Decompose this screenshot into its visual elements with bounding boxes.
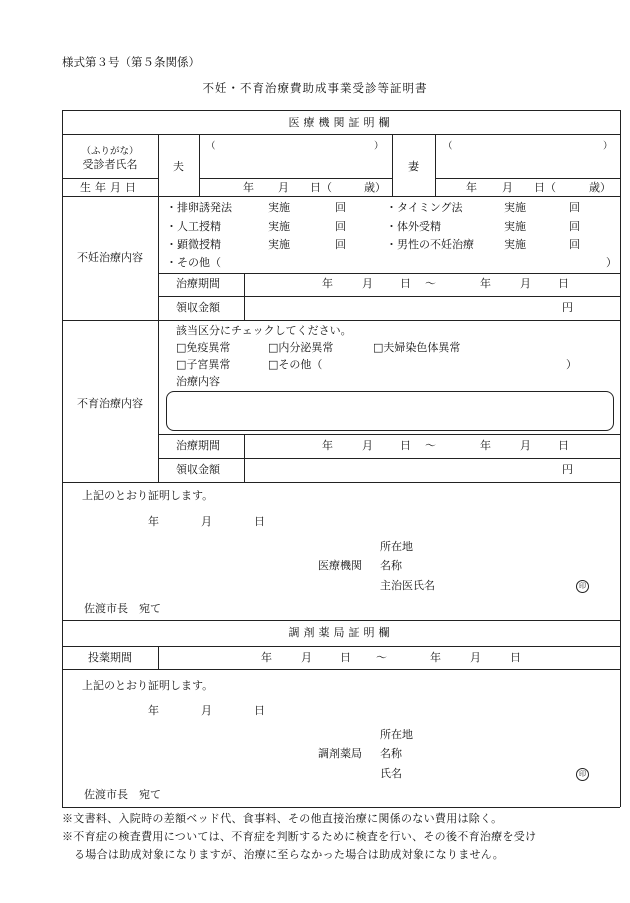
infertility-period-field[interactable] <box>245 274 619 295</box>
medical-name-label: 名称 <box>380 559 402 572</box>
check-chromosome-abnormality[interactable]: □夫婦染色体異常 <box>373 341 461 354</box>
check-instruction: 該当区分にチェックしてください。 <box>176 324 352 337</box>
medical-institution-label: 医療機関 <box>318 559 362 572</box>
medication-period-label: 投薬期間 <box>88 651 132 664</box>
table-border-bottom <box>62 807 620 808</box>
medical-certify-text: 上記のとおり証明します。 <box>82 489 214 502</box>
infertility-amount-label: 領収金額 <box>176 301 220 314</box>
wife-birthdate-field[interactable] <box>436 179 619 195</box>
pharmacy-label: 調剤薬局 <box>318 747 362 760</box>
wife-label: 妻 <box>408 160 419 173</box>
check-uterine-abnormality[interactable]: □子宮異常 <box>176 358 231 371</box>
medication-period-field[interactable] <box>159 647 619 668</box>
attending-doctor-label: 主治医氏名 <box>380 579 435 592</box>
treatment-timing-method: ・タイミング法 <box>386 201 463 214</box>
treatment-other: ・その他（ <box>166 256 221 269</box>
table-border-right <box>620 110 621 807</box>
birthdate-label: 生年月日 <box>80 181 140 194</box>
treatment-content-label: 治療内容 <box>176 375 220 388</box>
treatment-other-field[interactable] <box>236 256 602 271</box>
pharmacy-section-title: 調剤薬局証明欄 <box>288 626 394 639</box>
pharmacist-name-label: 氏名 <box>380 767 402 780</box>
medical-section-title: 医療機関証明欄 <box>288 116 394 129</box>
treatment-artificial-insemination: ・人工授精 <box>166 220 221 233</box>
pharmacy-addressee: 佐渡市長 宛て <box>84 788 161 801</box>
treatment-male-infertility: ・男性の不妊治療 <box>386 238 474 251</box>
treatment-content-field[interactable] <box>166 391 614 431</box>
form-number: 様式第３号（第５条関係） <box>62 55 200 69</box>
medical-seal-mark: 印 <box>576 580 589 593</box>
treatment-ovulation-induction: ・排卵誘発法 <box>166 201 232 214</box>
treatment-microinsemination: ・顕微授精 <box>166 238 221 251</box>
pharmacy-seal-mark: 印 <box>576 768 589 781</box>
footnote-test-costs-line1: ※不育症の検査費用については、不育症を判断するために検査を行い、その後不育治療を受け <box>62 830 537 843</box>
husband-label: 夫 <box>173 160 184 173</box>
infertility-treatment-label: 不妊治療内容 <box>77 251 143 264</box>
medical-addressee: 佐渡市長 宛て <box>84 602 161 615</box>
table-border-top <box>62 110 620 111</box>
medical-address-label: 所在地 <box>380 540 413 553</box>
check-immune-abnormality[interactable]: □免疫異常 <box>176 341 231 354</box>
check-endocrine-abnormality[interactable]: □内分泌異常 <box>268 341 334 354</box>
medical-certify-date-field[interactable] <box>100 512 270 530</box>
table-border-left <box>62 110 63 807</box>
pharmacy-address-label: 所在地 <box>380 728 413 741</box>
infertility-amount-field[interactable] <box>245 297 555 319</box>
wife-furigana-close: ） <box>603 141 613 152</box>
patient-name-label: 受診者氏名 <box>82 158 138 171</box>
pharmacy-certify-text: 上記のとおり証明します。 <box>82 679 214 692</box>
treatment-ivf: ・体外受精 <box>386 220 441 233</box>
recurrent-amount-field[interactable] <box>245 459 555 481</box>
footnote-excluded-costs: ※文書料、入院時の差額ベッド代、食事料、その他直接治療に関係のない費用は除く。 <box>62 812 503 825</box>
recurrent-period-field[interactable] <box>245 435 619 457</box>
furigana-label: （ふりがな） <box>81 146 139 157</box>
wife-furigana-open: （ <box>443 141 453 152</box>
pharmacy-certify-date-field[interactable] <box>100 701 270 719</box>
footnote-test-costs-line2: る場合は助成対象になりますが、治療に至らなかった場合は助成対象になりません。 <box>74 848 505 861</box>
pharmacy-name-label: 名称 <box>380 747 402 760</box>
husband-furigana-close: ） <box>374 141 384 152</box>
recurrent-amount-label: 領収金額 <box>176 463 220 476</box>
infertility-period-label: 治療期間 <box>176 277 220 290</box>
recurrent-treatment-label: 不育治療内容 <box>77 397 143 410</box>
husband-name-field[interactable] <box>210 152 372 174</box>
husband-furigana-open: （ <box>206 141 216 152</box>
husband-birthdate-field[interactable] <box>200 179 391 195</box>
document-title: 不妊・不育治療費助成事業受診等証明書 <box>202 81 428 95</box>
recurrent-period-label: 治療期間 <box>176 439 220 452</box>
check-other[interactable]: □その他（ <box>268 358 323 371</box>
wife-name-field[interactable] <box>447 152 601 174</box>
